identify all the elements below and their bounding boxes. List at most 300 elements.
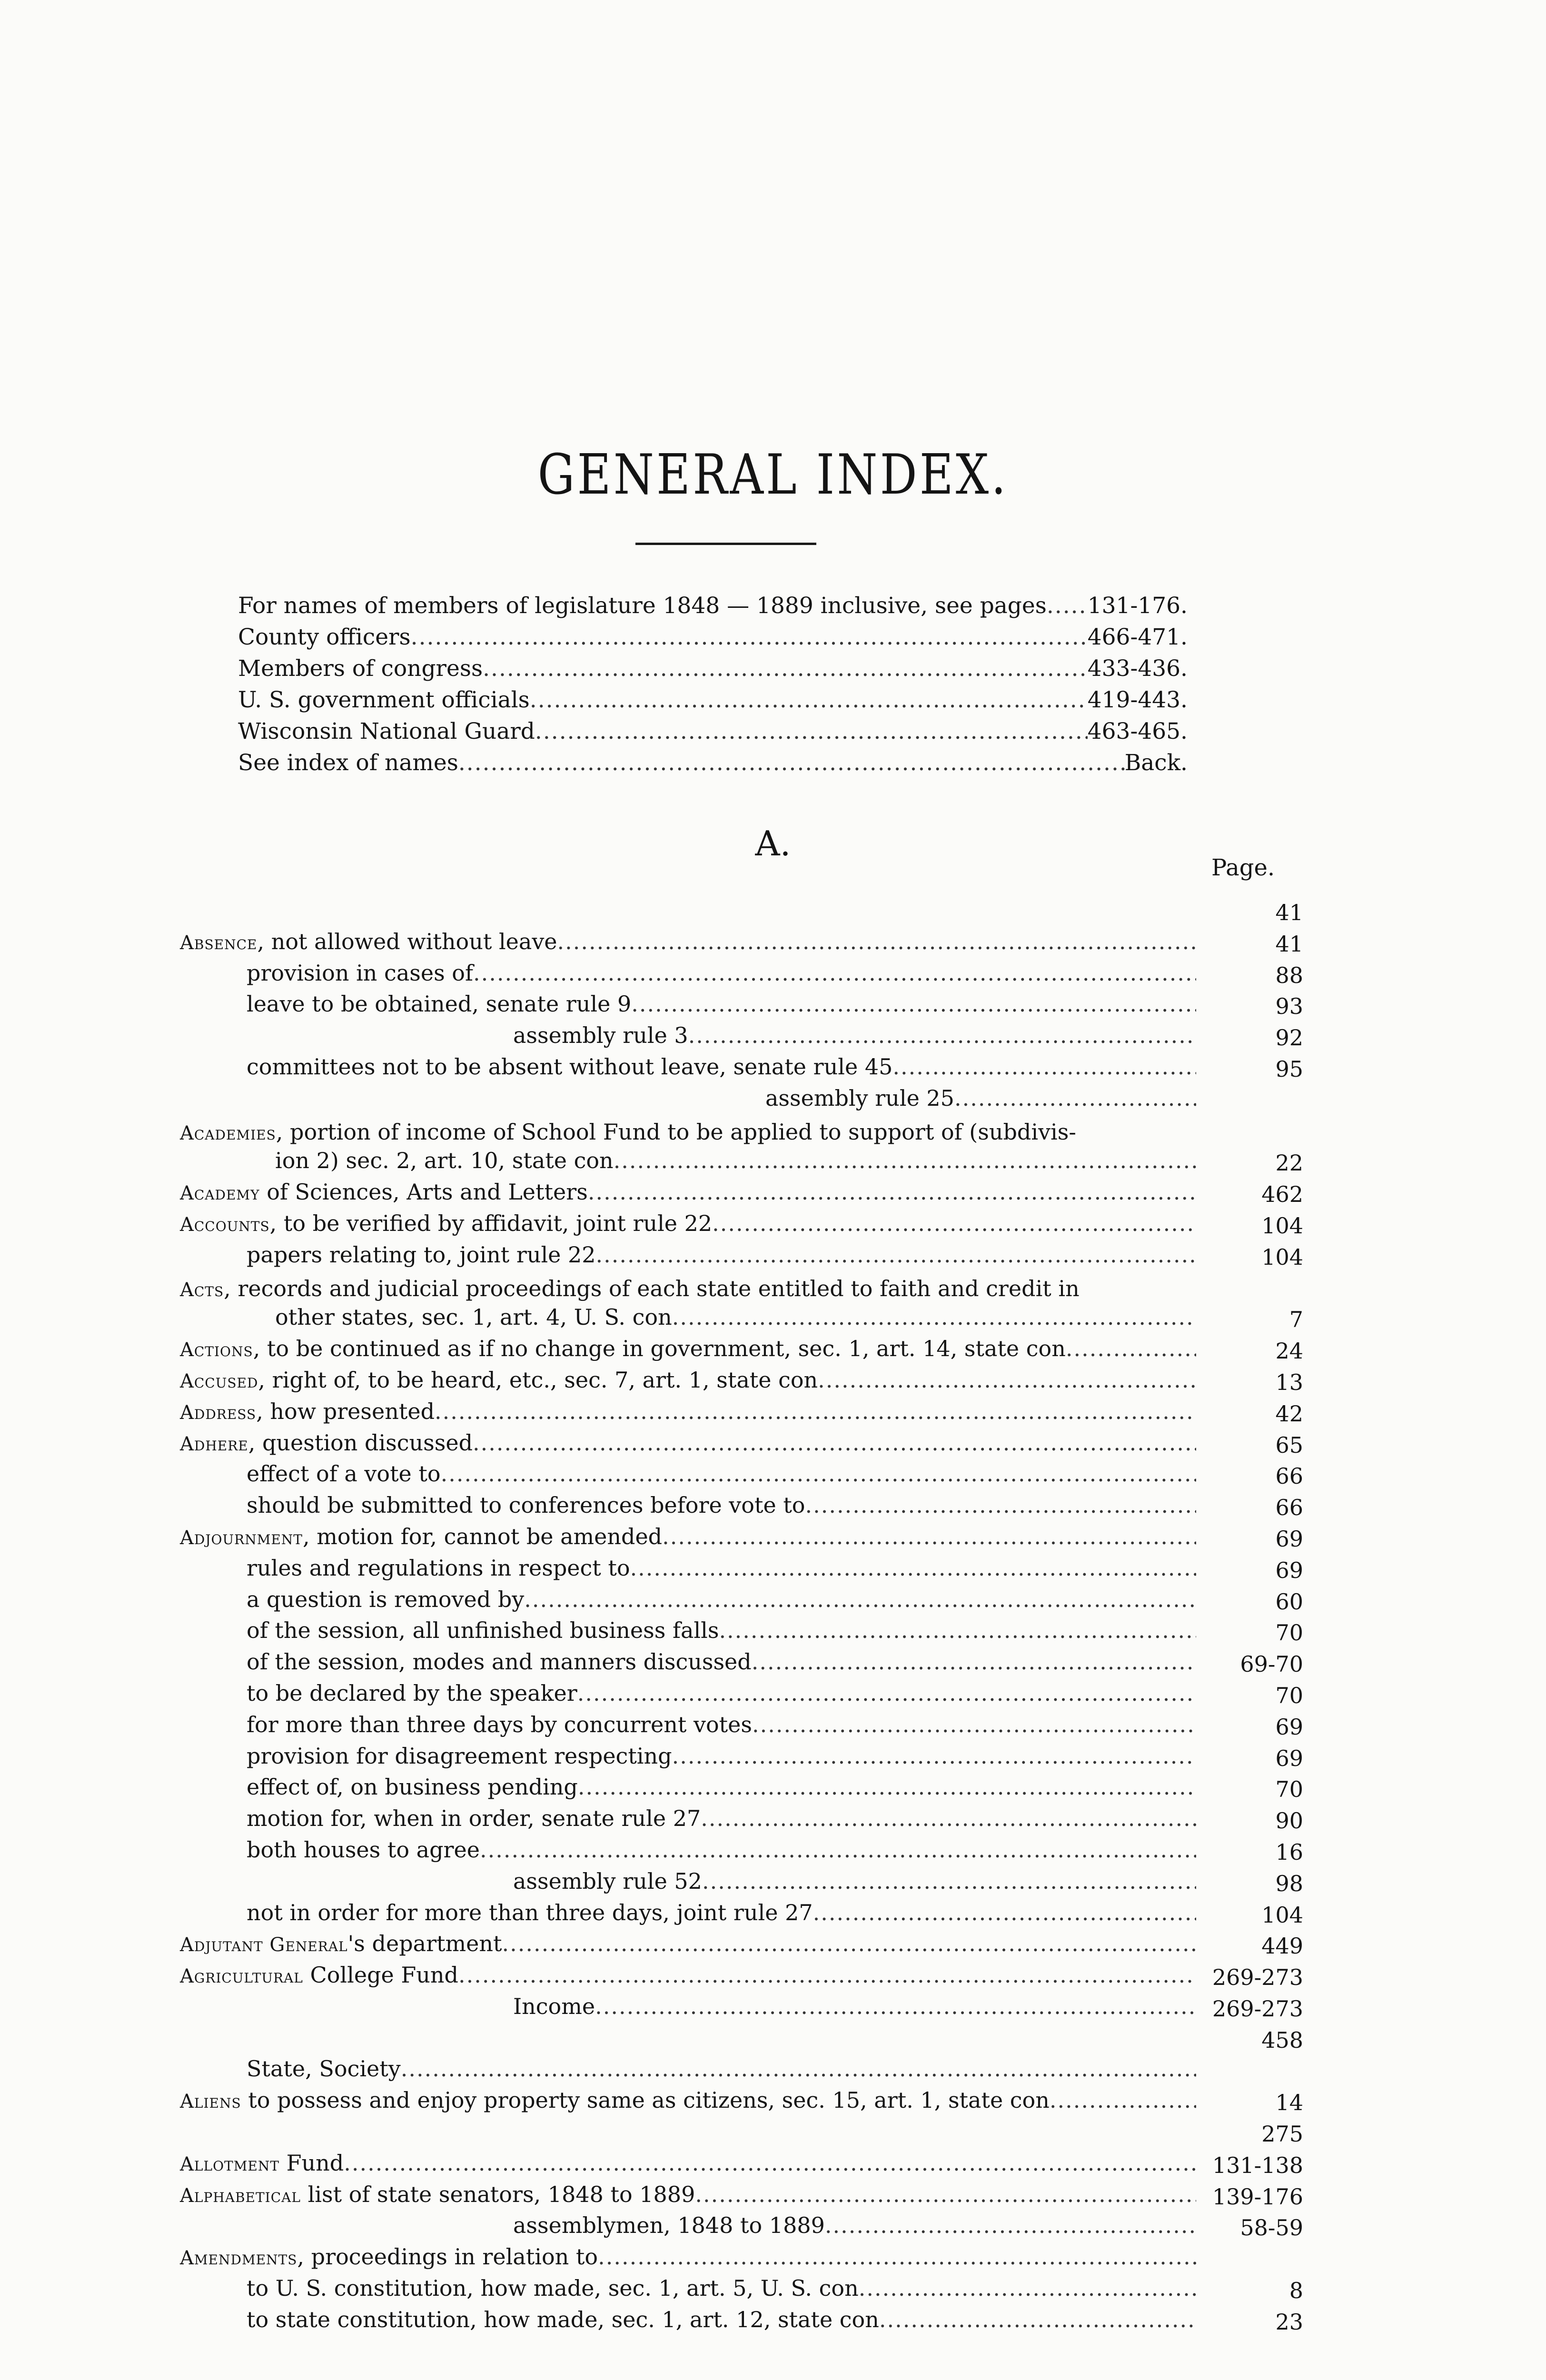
entry-keyword: Adhere: [180, 1433, 248, 1455]
index-entry: [180, 1555, 1303, 1587]
entry-description: effect of a vote to: [247, 1461, 441, 1487]
leader-dots: [588, 1179, 1196, 1205]
entry-keyword: Absence: [180, 932, 258, 954]
entry-keyword: Amendments: [180, 2247, 297, 2270]
entry-keyword: Acts: [180, 1279, 224, 1301]
entry-description: to U. S. constitution, how made, sec. 1, art. 5, U. S. con: [247, 2275, 859, 2301]
entry-description: rules and regulations in respect to: [247, 1555, 630, 1581]
entry-text: [180, 1367, 818, 1393]
entry-keyword: Adjournment: [180, 1527, 303, 1549]
index-entry: [180, 1461, 1303, 1492]
entry-description: of Sciences, Arts and Letters: [259, 1179, 588, 1205]
entry-description: for more than three days by concurrent votes: [247, 1711, 752, 1737]
entry-page: 60: [1275, 1588, 1303, 1615]
index-entry: [180, 1336, 1303, 1367]
entry-line: [247, 1712, 1196, 1743]
entry-description: both houses to agree: [247, 1836, 480, 1863]
entry-text: [513, 1993, 595, 2019]
entry-text: [180, 2150, 344, 2176]
entry-page: 16: [1275, 1839, 1303, 1865]
entry-line: [247, 960, 1196, 992]
entry-line: [247, 1805, 1196, 1837]
intro-row: [238, 655, 1188, 687]
entry-page: 104: [1261, 1212, 1303, 1239]
entry-description: of the session, modes and manners discussed: [247, 1649, 752, 1675]
entry-line: [180, 2087, 1196, 2119]
entry-description: , to be continued as if no change in government, sec. 1, art. 14, state con: [253, 1336, 1066, 1362]
entry-description: other states, sec. 1, art. 4, U. S. con: [275, 1304, 672, 1330]
index-entry: [180, 2244, 1303, 2275]
leader-dots: [954, 1085, 1196, 1111]
entry-text: [180, 1117, 1076, 1150]
entry-keyword: Address: [180, 1401, 257, 1424]
index-entry: [180, 1649, 1303, 1680]
entry-page: 24: [1275, 1338, 1303, 1364]
index-entry: [180, 1680, 1303, 1712]
intro-row: [238, 593, 1188, 624]
entry-page: 104: [1261, 1902, 1303, 1928]
entry-text: [247, 1743, 672, 1769]
leader-dots: [524, 1587, 1196, 1612]
entry-line: [247, 1492, 1196, 1524]
entry-line: [247, 2056, 1196, 2087]
entry-line: [180, 1398, 1196, 1430]
entry-line: [180, 2244, 1196, 2275]
index-entry: [180, 1993, 1303, 2025]
intro-row: [238, 750, 1188, 781]
leader-dots: [458, 750, 1125, 776]
leader-dots: [712, 1210, 1196, 1236]
intro-row: [238, 687, 1188, 718]
intro-text: County officers: [238, 624, 411, 650]
entry-page: 66: [1275, 1495, 1303, 1521]
entry-keyword: Allotment: [180, 2153, 279, 2175]
entry-line: [180, 1336, 1196, 1367]
index-entry: [180, 1837, 1303, 1868]
leader-dots: [557, 929, 1196, 954]
leader-dots: [530, 687, 1088, 713]
index-entry: [180, 897, 1303, 929]
leader-dots: [879, 2307, 1196, 2332]
entry-text: [180, 1524, 662, 1549]
leader-dots: [752, 1649, 1196, 1675]
entry-line: [180, 1179, 1196, 1210]
entry-text: [247, 1054, 892, 1080]
index-entry: [180, 1524, 1303, 1555]
entry-page: 41: [1275, 931, 1303, 957]
entry-line: [513, 1022, 1196, 1054]
index-entry: [180, 1085, 1303, 1117]
leader-dots: [502, 1931, 1197, 1956]
entry-description: , how presented: [256, 1398, 435, 1424]
entry-text: [247, 1900, 813, 1925]
leader-dots: [441, 1461, 1196, 1487]
entry-description: effect of, on business pending: [247, 1774, 578, 1800]
entry-line: [247, 1617, 1196, 1649]
entry-keyword: Accused: [180, 1370, 258, 1392]
entry-page: 88: [1275, 962, 1303, 988]
entry-description: College Fund: [303, 1962, 458, 1988]
entry-line: [180, 1430, 1196, 1461]
entry-description: a question is removed by: [247, 1586, 525, 1612]
entry-description: list of state senators, 1848 to 1889: [300, 2181, 695, 2207]
entry-text: [247, 1837, 480, 1863]
entry-line: [247, 1900, 1196, 1931]
entry-text: [180, 1273, 1080, 1306]
entry-description: motion for, when in order, senate rule 27: [247, 1805, 701, 1832]
entry-line: [275, 1304, 1196, 1336]
entry-text: [247, 1774, 578, 1800]
index-entry: [180, 1367, 1303, 1398]
entry-keyword: Aliens: [180, 2091, 241, 2113]
entry-description: , proceedings in relation to: [297, 2244, 598, 2270]
entry-page: 139-176: [1212, 2183, 1303, 2210]
leader-dots: [813, 1900, 1196, 1925]
entry-line: [247, 1587, 1196, 1618]
intro-page: Back.: [1124, 750, 1188, 776]
leader-dots: [859, 2275, 1196, 2301]
leader-dots: [344, 2150, 1196, 2176]
index-entry: [180, 2087, 1303, 2119]
entry-keyword: Academies: [180, 1122, 276, 1144]
entry-line: [180, 1524, 1196, 1555]
leader-dots: [1050, 2087, 1196, 2113]
entry-text: [180, 1962, 458, 1988]
index-entry: [180, 960, 1303, 992]
entry-page: 69: [1275, 1714, 1303, 1740]
entry-text: [180, 1210, 712, 1236]
entry-page: 14: [1275, 2090, 1303, 2116]
leader-dots: [688, 1022, 1196, 1048]
index-entry: [180, 1587, 1303, 1618]
entry-description: provision in cases of: [247, 960, 474, 986]
index-entry: [180, 1962, 1303, 1993]
index-entry: [180, 1273, 1303, 1305]
intro-row: [238, 718, 1188, 750]
entry-page: 69-70: [1240, 1651, 1303, 1677]
leader-dots: [818, 1367, 1196, 1393]
entry-text: [180, 2087, 1050, 2113]
entry-text: [180, 1336, 1066, 1361]
entry-description: to be declared by the speaker: [247, 1680, 577, 1706]
index-entry: [180, 1210, 1303, 1242]
leader-dots: [825, 2212, 1196, 2238]
entry-text: [180, 929, 557, 954]
page-column-header: Page.: [1211, 854, 1275, 881]
entry-page: 23: [1275, 2309, 1303, 2335]
entry-keyword: Adjutant General: [180, 1934, 348, 1956]
entry-description: , motion for, cannot be amended: [302, 1523, 663, 1549]
index-entry: [180, 2275, 1303, 2307]
leader-dots: [672, 1743, 1196, 1769]
leader-dots: [435, 1398, 1196, 1424]
entry-page: 449: [1261, 1933, 1303, 1959]
entry-text: [513, 1022, 688, 1048]
entry-text: [180, 1179, 588, 1205]
entry-page: 58-59: [1240, 2215, 1303, 2241]
leader-dots: [473, 1430, 1196, 1456]
intro-page: 131-176.: [1087, 593, 1188, 619]
entry-text: [247, 1587, 524, 1612]
entry-page: 13: [1275, 1369, 1303, 1395]
entry-text: [247, 2056, 401, 2082]
entry-page: 8: [1289, 2278, 1303, 2304]
intro-page: 463-465.: [1087, 718, 1188, 744]
entry-line: [765, 1085, 1196, 1117]
entry-description: assemblymen, 1848 to 1889: [513, 2212, 825, 2239]
index-entry: [180, 2150, 1303, 2182]
entry-description: ion 2) sec. 2, art. 10, state con: [275, 1148, 614, 1174]
entry-text: [513, 1868, 702, 1894]
entry-line: [180, 1367, 1196, 1398]
index-entry: [180, 2119, 1303, 2150]
index-entry: [180, 1054, 1303, 1085]
index-entry: [180, 1617, 1303, 1649]
entry-keyword: Actions: [180, 1339, 253, 1361]
entry-description: leave to be obtained, senate rule 9: [247, 991, 632, 1017]
entry-text: [247, 1805, 701, 1831]
entry-description: assembly rule 3: [513, 1022, 688, 1049]
intro-text: Wisconsin National Guard: [238, 718, 535, 744]
entry-text: [247, 2275, 859, 2301]
index-entry: [180, 1117, 1303, 1148]
intro-page: 433-436.: [1087, 655, 1188, 682]
leader-dots: [411, 624, 1088, 650]
entry-page: 70: [1275, 1776, 1303, 1803]
index-entry: [180, 1774, 1303, 1805]
entry-line: [513, 1868, 1196, 1900]
entry-page: 131-138: [1212, 2152, 1303, 2178]
entry-page: 70: [1275, 1682, 1303, 1708]
index-entry: [180, 1712, 1303, 1743]
entry-text: [247, 960, 473, 986]
index-entry: [180, 2182, 1303, 2213]
entry-text: [180, 1398, 435, 1424]
entry-line: [247, 1680, 1196, 1712]
entry-line: [513, 2212, 1196, 2244]
entry-page: 65: [1275, 1432, 1303, 1458]
entry-page: 104: [1261, 1244, 1303, 1270]
index-entry: [180, 2025, 1303, 2056]
entry-text: [275, 1304, 672, 1330]
section-letter: A.: [755, 823, 791, 863]
entry-description: State, Society: [247, 2056, 401, 2082]
entry-page: 275: [1261, 2121, 1303, 2147]
entry-keyword: Academy: [180, 1182, 260, 1205]
entry-page: 269-273: [1212, 1964, 1303, 1991]
leader-dots: [701, 1805, 1196, 1831]
entry-description: , to be verified by affidavit, joint rule 22: [269, 1210, 713, 1236]
entry-line: [247, 1242, 1196, 1273]
entry-line: [180, 929, 1196, 960]
entry-page: 70: [1275, 1620, 1303, 1646]
intro-text: See index of names: [238, 750, 458, 776]
leader-dots: [631, 991, 1196, 1017]
entry-text: [247, 1649, 752, 1675]
index-entry: [180, 1242, 1303, 1273]
leader-dots: [535, 718, 1088, 744]
entry-description: not in order for more than three days, joint rule 27: [247, 1899, 813, 1925]
index-entry: [180, 1148, 1303, 1179]
index-entry: [180, 1398, 1303, 1430]
leader-dots: [578, 1774, 1196, 1800]
entry-line: [247, 1649, 1196, 1680]
entry-line: [513, 1993, 1196, 2025]
entry-description: , not allowed without leave: [257, 928, 557, 954]
entry-line: [247, 1555, 1196, 1587]
leader-dots: [458, 1962, 1196, 1988]
entry-page: 93: [1275, 993, 1303, 1020]
index-entry: [180, 1022, 1303, 1054]
entry-page: 22: [1275, 1150, 1303, 1176]
entry-text: [247, 2307, 879, 2332]
entry-page: 95: [1275, 1056, 1303, 1082]
index-entry: [180, 1743, 1303, 1775]
entry-page: 98: [1275, 1870, 1303, 1896]
index-entry: [180, 1304, 1303, 1336]
entry-text: [180, 1931, 502, 1956]
entry-description: , records and judicial proceedings of each state entitled to faith and credit in: [224, 1275, 1080, 1301]
entry-line: [247, 1461, 1196, 1492]
leader-dots: [473, 960, 1196, 986]
leader-dots: [719, 1617, 1196, 1643]
index-entry: [180, 1430, 1303, 1461]
index-entry: [180, 1868, 1303, 1900]
leader-dots: [598, 2244, 1196, 2270]
entry-text: [247, 1680, 577, 1706]
entry-description: to state constitution, how made, sec. 1, art. 12, state con: [247, 2306, 879, 2332]
leader-dots: [1066, 1336, 1196, 1361]
leader-dots: [596, 1242, 1196, 1268]
entry-description: , portion of income of School Fund to be applied to support of (subdivis-: [276, 1119, 1076, 1145]
entry-text: [247, 1242, 596, 1268]
entry-text: [180, 2244, 598, 2270]
index-entry: [180, 2056, 1303, 2087]
index-entry: [180, 1805, 1303, 1837]
entry-line: [247, 1054, 1196, 1085]
entry-line: [247, 1837, 1196, 1868]
index-entry: [180, 991, 1303, 1022]
entry-description: , question discussed: [248, 1429, 473, 1456]
entry-line: [247, 1774, 1196, 1805]
leader-dots: [752, 1712, 1196, 1737]
entry-text: [513, 2212, 825, 2238]
entry-description: assembly rule 52: [513, 1868, 702, 1894]
intro-text: U. S. government officials: [238, 687, 530, 713]
entry-description: papers relating to, joint rule 22: [247, 1241, 596, 1268]
entry-page: 269-273: [1212, 1995, 1303, 2022]
entry-page: 42: [1275, 1400, 1303, 1427]
entry-page: 69: [1275, 1557, 1303, 1583]
leader-dots: [1047, 593, 1088, 619]
index-entry: [180, 1900, 1303, 1931]
leader-dots: [662, 1524, 1196, 1549]
index-entry: [180, 2307, 1303, 2338]
leader-dots: [480, 1837, 1196, 1863]
entry-page: 69: [1275, 1745, 1303, 1771]
entry-line: [247, 2307, 1196, 2338]
entry-page: 458: [1261, 2027, 1303, 2053]
entry-description: provision for disagreement respecting: [247, 1743, 672, 1769]
entry-line: [275, 1148, 1196, 1179]
entry-page: 462: [1261, 1181, 1303, 1208]
entry-line: [180, 1962, 1196, 1993]
leader-dots: [614, 1148, 1196, 1173]
entry-keyword: Alphabetical: [180, 2184, 301, 2207]
entry-text: [247, 991, 631, 1017]
entry-page: 41: [1275, 900, 1303, 925]
intro-references: [238, 593, 1188, 781]
intro-page: 466-471.: [1087, 624, 1188, 650]
entry-page: 66: [1275, 1463, 1303, 1489]
leader-dots: [401, 2056, 1196, 2082]
leader-dots: [672, 1304, 1196, 1330]
entry-page: 90: [1275, 1808, 1303, 1834]
entry-text: [247, 1492, 805, 1518]
entry-text: [180, 2182, 695, 2207]
entry-line: [247, 991, 1196, 1022]
leader-dots: [577, 1680, 1196, 1706]
entry-description: 's department: [347, 1931, 502, 1957]
entry-keyword: Agricultural: [180, 1965, 303, 1988]
entry-page: 69: [1275, 1526, 1303, 1552]
intro-text: For names of members of legislature 1848 — 1889 inclusive, see pages: [238, 593, 1047, 619]
entry-description: assembly rule 25: [765, 1085, 954, 1111]
entry-line: [180, 1210, 1196, 1242]
intro-text: Members of congress: [238, 655, 483, 682]
entry-text: [247, 1555, 630, 1581]
leader-dots: [702, 1868, 1196, 1894]
leader-dots: [595, 1993, 1196, 2019]
intro-page: 419-443.: [1087, 687, 1188, 713]
index-entries: [180, 897, 1303, 2338]
leader-dots: [695, 2182, 1196, 2207]
entry-text: [275, 1148, 614, 1173]
index-entry: [180, 1492, 1303, 1524]
entry-description: of the session, all unfinished business falls: [247, 1617, 719, 1644]
entry-text: [247, 1461, 441, 1487]
entry-page: 7: [1289, 1307, 1303, 1333]
leader-dots: [805, 1492, 1197, 1518]
entry-text: [247, 1617, 719, 1643]
intro-row: [238, 624, 1188, 655]
leader-dots: [483, 655, 1088, 682]
title-rule: [635, 543, 816, 545]
page-title: GENERAL INDEX.: [537, 443, 1009, 507]
entry-description: should be submitted to conferences before vote to: [247, 1492, 805, 1518]
entry-description: to possess and enjoy property same as citizens, sec. 15, art. 1, state con: [241, 2087, 1050, 2113]
leader-dots: [630, 1555, 1196, 1581]
entry-text: [247, 1712, 752, 1737]
entry-text: [180, 1430, 473, 1456]
entry-keyword: Accounts: [180, 1213, 270, 1236]
entry-page: 92: [1275, 1025, 1303, 1051]
entry-description: Income: [513, 1993, 595, 2019]
entry-line: [180, 1931, 1196, 1962]
entry-line: [247, 1743, 1196, 1775]
entry-description: committees not to be absent without leave, senate rule 45: [247, 1053, 893, 1080]
entry-line: [180, 2150, 1196, 2182]
index-entry: [180, 929, 1303, 960]
index-entry: [180, 1179, 1303, 1210]
index-entry: [180, 1931, 1303, 1962]
index-entry: [180, 2212, 1303, 2244]
entry-line: [247, 2275, 1196, 2307]
entry-description: , right of, to be heard, etc., sec. 7, art. 1, state con: [258, 1367, 818, 1393]
leader-dots: [892, 1054, 1196, 1080]
entry-description: Fund: [279, 2150, 344, 2176]
entry-line: [180, 2182, 1196, 2213]
